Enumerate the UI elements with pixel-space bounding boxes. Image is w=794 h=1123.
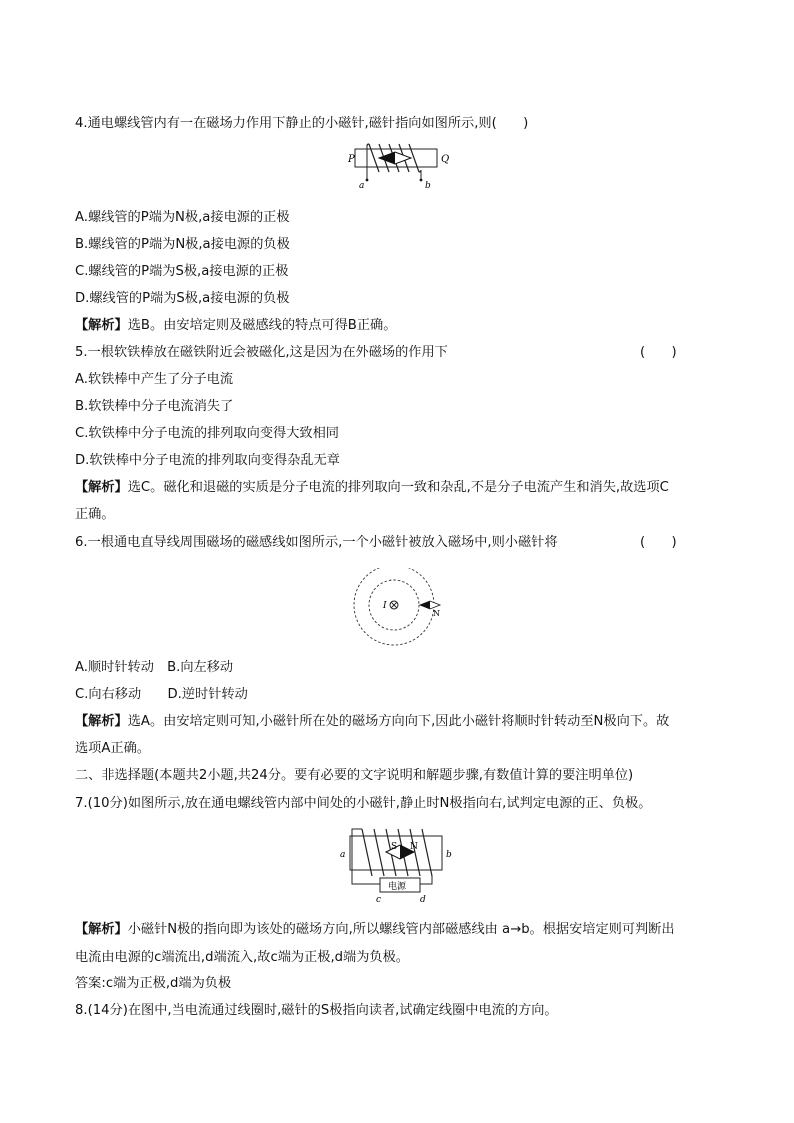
- label-a: a: [359, 181, 365, 191]
- q7-analysis-line2: 电流由电源的c端流出,d端流入,故c端为正极,d端为负极。: [75, 950, 409, 965]
- label-a: a: [340, 850, 346, 860]
- needle-dark-half: [420, 601, 430, 609]
- analysis-text: 小磁针N极的指向即为该处的磁场方向,所以螺线管内部磁感线由 a→b。根据安培定则可判断出: [127, 922, 675, 937]
- q7-stem: 7.(10分)如图所示,放在通电螺线管内部中间处的小磁针,静止时N极指向右,试判定电源的正、负极。: [75, 796, 652, 811]
- q6-answer-paren: ( ): [640, 535, 677, 550]
- q6-field-lines-figure: [350, 568, 450, 648]
- label-b: b: [425, 181, 431, 191]
- needle-dark-half: [379, 152, 395, 164]
- label-p: P: [348, 154, 355, 165]
- label-d: d: [420, 895, 426, 905]
- q4-option-b: B.螺线管的P端为N极,a接电源的负极: [75, 237, 290, 252]
- q5-option-a: A.软铁棒中产生了分子电流: [75, 372, 234, 387]
- q8-stem: 8.(14分)在图中,当电流通过线圈时,磁针的S极指向读者,试确定线圈中电流的方向。: [75, 1003, 558, 1018]
- q5-option-c: C.软铁棒中分子电流的排列取向变得大致相同: [75, 426, 339, 441]
- q7-answer: 答案:c端为正极,d端为负极: [75, 976, 232, 991]
- q4-option-c: C.螺线管的P端为S极,a接电源的正极: [75, 264, 289, 279]
- label-n: N: [410, 842, 418, 852]
- label-i: I: [383, 601, 387, 611]
- q5-analysis-line1: [75, 480, 669, 496]
- q4-solenoid-figure: [345, 140, 455, 192]
- q6-options-line1: A.顺时针转动 B.向左移动: [75, 660, 234, 675]
- label-c: c: [376, 895, 382, 905]
- q6-stem: 6.一根通电直导线周围磁场的磁感线如图所示,一个小磁针被放入磁场中,则小磁针将: [75, 535, 558, 550]
- label-n: N: [433, 609, 440, 618]
- analysis-text: 选B。由安培定则及磁感线的特点可得B正确。: [127, 318, 397, 333]
- q5-answer-paren: ( ): [640, 345, 677, 360]
- q5-stem: 5.一根软铁棒放在磁铁附近会被磁化,这是因为在外磁场的作用下: [75, 345, 448, 360]
- q4-stem: 4.通电螺线管内有一在磁场力作用下静止的小磁针,磁针指向如图所示,则( ): [75, 116, 529, 131]
- q4-analysis: [75, 318, 396, 334]
- q6-options-line2: C.向右移动 D.逆时针转动: [75, 687, 248, 702]
- q4-option-d: D.螺线管的P端为S极,a接电源的负极: [75, 291, 290, 306]
- q4-option-a: A.螺线管的P端为N极,a接电源的正极: [75, 210, 290, 225]
- q6-analysis-line1: [75, 714, 669, 730]
- q5-analysis-line2: 正确。: [75, 507, 115, 522]
- outer-field-line: [354, 568, 434, 645]
- analysis-tag: 【解析】: [75, 922, 128, 937]
- q5-option-b: B.软铁棒中分子电流消失了: [75, 399, 234, 414]
- section-heading: 二、非选择题(本题共2小题,共24分。要有必要的文字说明和解题步骤,有数值计算的要注明单位): [75, 768, 634, 783]
- q5-option-d: D.软铁棒中分子电流的排列取向变得杂乱无章: [75, 453, 340, 468]
- q7-circuit-figure: [338, 826, 460, 906]
- q7-analysis-line1: [75, 922, 675, 938]
- label-q: Q: [441, 154, 450, 165]
- analysis-text: 选C。磁化和退磁的实质是分子电流的排列取向一致和杂乱,不是分子电流产生和消失,故选项C: [127, 480, 669, 495]
- analysis-tag: 【解析】: [75, 318, 128, 333]
- q6-analysis-line2: 选项A正确。: [75, 741, 150, 756]
- analysis-tag: 【解析】: [75, 480, 128, 495]
- power-source-label: 电源: [388, 882, 407, 892]
- label-b: b: [446, 850, 452, 860]
- analysis-tag: 【解析】: [75, 714, 128, 729]
- label-s: S: [391, 842, 398, 852]
- analysis-text: 选A。由安培定则可知,小磁针所在处的磁场方向向下,因此小磁针将顺时针转动至N极向下。故: [127, 714, 670, 729]
